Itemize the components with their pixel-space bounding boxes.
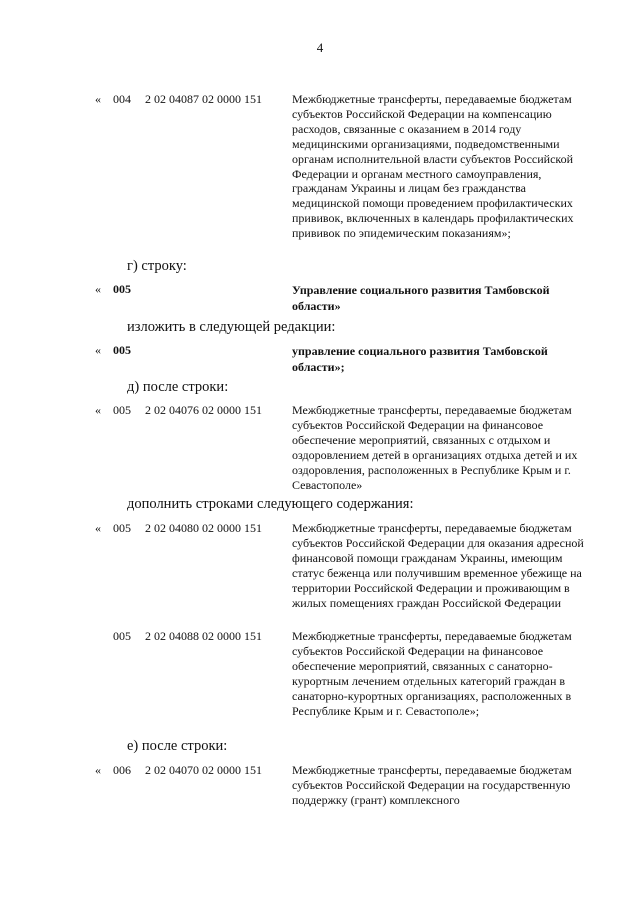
page-number: 4 [316,40,324,55]
entry-description: Межбюджетные трансферты, передаваемые бюджетам субъектов Российской Федерации на финансовое обеспечение мероприятий, связанных с отдыхом и оздоровлением детей в организациях отдыха детей и их оздоровления, расположенных в Республике Крым и г. Севастополе» [292,403,578,492]
admin-code: 005 [113,343,131,357]
entry-description: Межбюджетные трансферты, передаваемые бюджетам субъектов Российской Федерации на государственную поддержку (грант) комплексного [292,763,572,807]
budget-code: 2 02 04070 02 0000 151 [145,763,262,777]
admin-code: 006 [113,763,131,777]
entry-description: Управление социального развития Тамбовской области» [292,283,550,313]
instruction-line: е) после строки: [127,738,228,754]
admin-code: 004 [113,92,131,106]
budget-code: 2 02 04088 02 0000 151 [145,629,262,643]
opening-quote: « [95,763,101,777]
admin-code: 005 [113,403,131,417]
admin-code: 005 [113,629,131,643]
instruction-line: д) после строки: [127,379,229,395]
opening-quote: « [95,343,101,357]
entry-description: Межбюджетные трансферты, передаваемые бюджетам субъектов Российской Федерации на финансовое обеспечение мероприятий, связанных с санаторно-курортным лечением отдельных категорий граждан в санаторно-курортных организациях, расположенных в Республике Крым и г. Севастополе»; [292,629,572,718]
instruction-line: дополнить строками следующего содержания: [127,496,414,512]
budget-code: 2 02 04080 02 0000 151 [145,521,262,535]
admin-code: 005 [113,521,131,535]
entry-description: Межбюджетные трансферты, передаваемые бюджетам субъектов Российской Федерации для оказания адресной финансовой помощи гражданам Украины, имеющим статус беженца или получившим временное убежище на территории Российской Федерации и проживающим в жилых помещениях граждан Российской Федерации [292,521,584,610]
instruction-line: г) строку: [127,258,187,274]
opening-quote: « [95,282,101,296]
instruction-line: изложить в следующей редакции: [127,319,336,335]
entry-description: управление социального развития Тамбовской области»; [292,344,548,374]
entry-description: Межбюджетные трансферты, передаваемые бюджетам субъектов Российской Федерации на компенсацию расходов, связанные с оказанием в 2014 году медицинскими организациями, подведомственными органам исполнительной власти субъектов Российской Федерации и органам местного самоуправления, гражданам Украины и лицам без гражданства медицинской помощи проведением профилактических прививок, включенных в календарь профилактических прививок по эпидемическим показаниям»; [292,92,574,241]
opening-quote: « [95,403,101,417]
opening-quote: « [95,92,101,106]
opening-quote: « [95,521,101,535]
budget-code: 2 02 04087 02 0000 151 [145,92,262,106]
admin-code: 005 [113,282,131,296]
budget-code: 2 02 04076 02 0000 151 [145,403,262,417]
